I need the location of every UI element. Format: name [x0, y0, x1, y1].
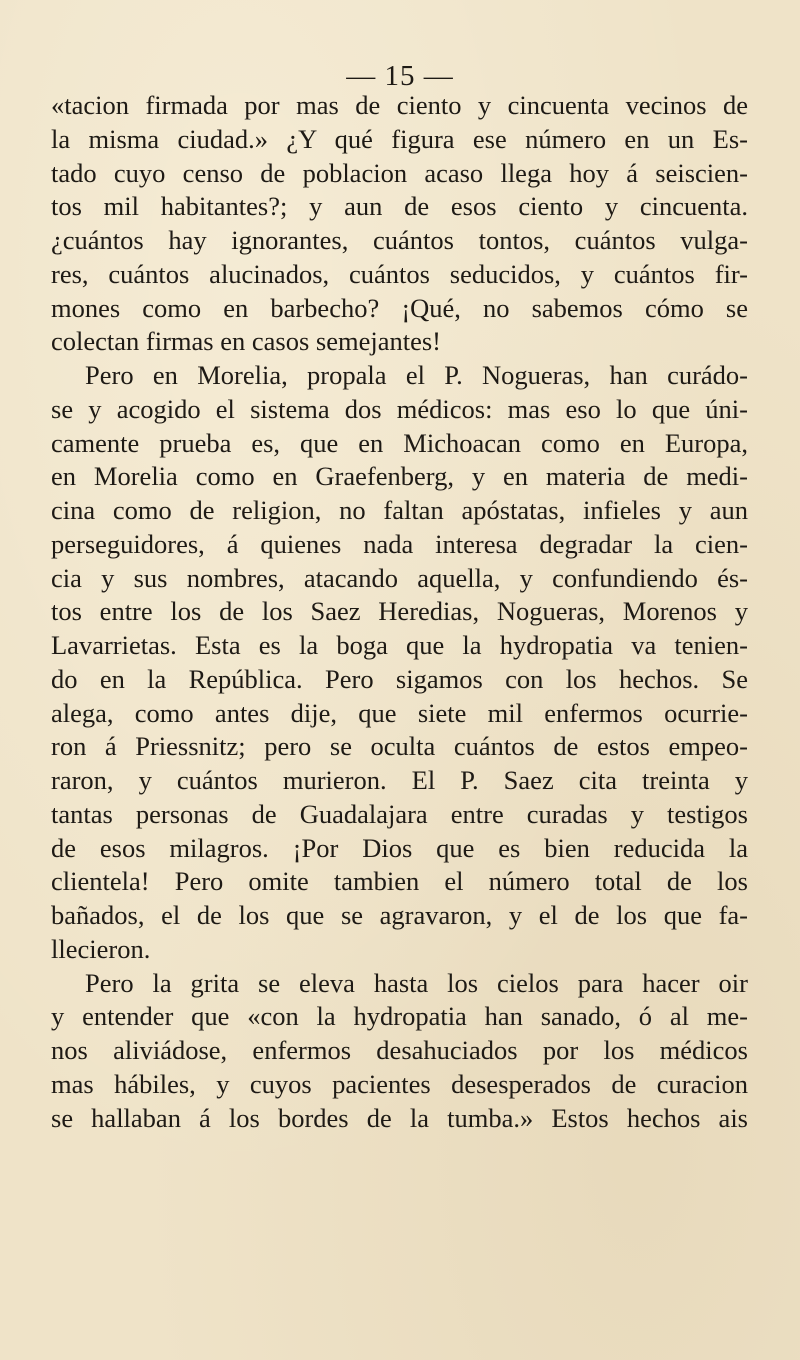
paragraph-start-line: Pero en Morelia, propala el P. Nogueras, han curádo-	[85, 360, 748, 390]
text-line: de esos milagros. ¡Por Dios que es bien reducida la	[51, 832, 748, 863]
paragraph-start-line: Pero la grita se eleva hasta los cielos para hacer oir	[85, 967, 748, 998]
text-line: tado cuyo censo de poblacion acaso llega hoy á seiscien-	[51, 157, 748, 188]
text-line: cia y sus nombres, atacando aquella, y confundiendo és-	[51, 562, 748, 593]
text-line: mas hábiles, y cuyos pacientes desesperados de curacion	[51, 1068, 748, 1099]
text-line: tantas personas de Guadalajara entre curadas y testigos	[51, 798, 748, 829]
text-line: y entender que «con la hydropatia han sanado, ó al me-	[51, 1001, 748, 1032]
text-line: res, cuántos alucinados, cuántos seducidos, y cuántos fir-	[51, 258, 748, 289]
text-line: camente prueba es, que en Michoacan como en Europa,	[51, 427, 748, 458]
text-line: la misma ciudad.» ¿Y qué figura ese número en un Es-	[51, 123, 748, 154]
text-line: bañados, el de los que se agravaron, y el de los que fa-	[51, 900, 748, 930]
paragraph-end-line: llecieron.	[51, 933, 151, 964]
text-line: do en la República. Pero sigamos con los hechos. Se	[51, 663, 748, 694]
text-line: raron, y cuántos murieron. El P. Saez cita treinta y	[51, 765, 748, 795]
paragraph-end-line: colectan firmas en casos semejantes!	[51, 326, 441, 357]
text-line: ¿cuántos hay ignorantes, cuántos tontos, cuántos vulga-	[51, 225, 748, 255]
body-text	[51, 89, 748, 1135]
text-line: perseguidores, á quienes nada interesa degradar la cien-	[51, 528, 748, 559]
text-line: clientela! Pero omite tambien el número total de los	[51, 866, 748, 897]
text-line: alega, como antes dije, que siete mil enfermos ocurrie-	[51, 697, 748, 728]
text-line: mones como en barbecho? ¡Qué, no sabemos cómo se	[51, 292, 748, 323]
text-line: tos mil habitantes?; y aun de esos ciento y cincuenta.	[51, 191, 748, 222]
text-line: se hallaban á los bordes de la tumba.» Estos hechos ais	[51, 1102, 748, 1133]
text-line: «tacion firmada por mas de ciento y cincuenta vecinos de	[51, 90, 748, 120]
text-line: cina como de religion, no faltan apóstatas, infieles y aun	[51, 495, 748, 525]
text-line: nos aliviádose, enfermos desahuciados por los médicos	[51, 1035, 748, 1065]
page-number: — 15 —	[346, 60, 454, 92]
text-line: se y acogido el sistema dos médicos: mas eso lo que úni-	[51, 393, 748, 424]
text-line: Lavarrietas. Esta es la boga que la hydropatia va tenien-	[51, 630, 748, 660]
text-line: tos entre los de los Saez Heredias, Nogueras, Morenos y	[51, 596, 748, 627]
text-line: en Morelia como en Graefenberg, y en materia de medi-	[51, 461, 748, 492]
text-line: ron á Priessnitz; pero se oculta cuántos de estos empeo-	[51, 731, 748, 762]
